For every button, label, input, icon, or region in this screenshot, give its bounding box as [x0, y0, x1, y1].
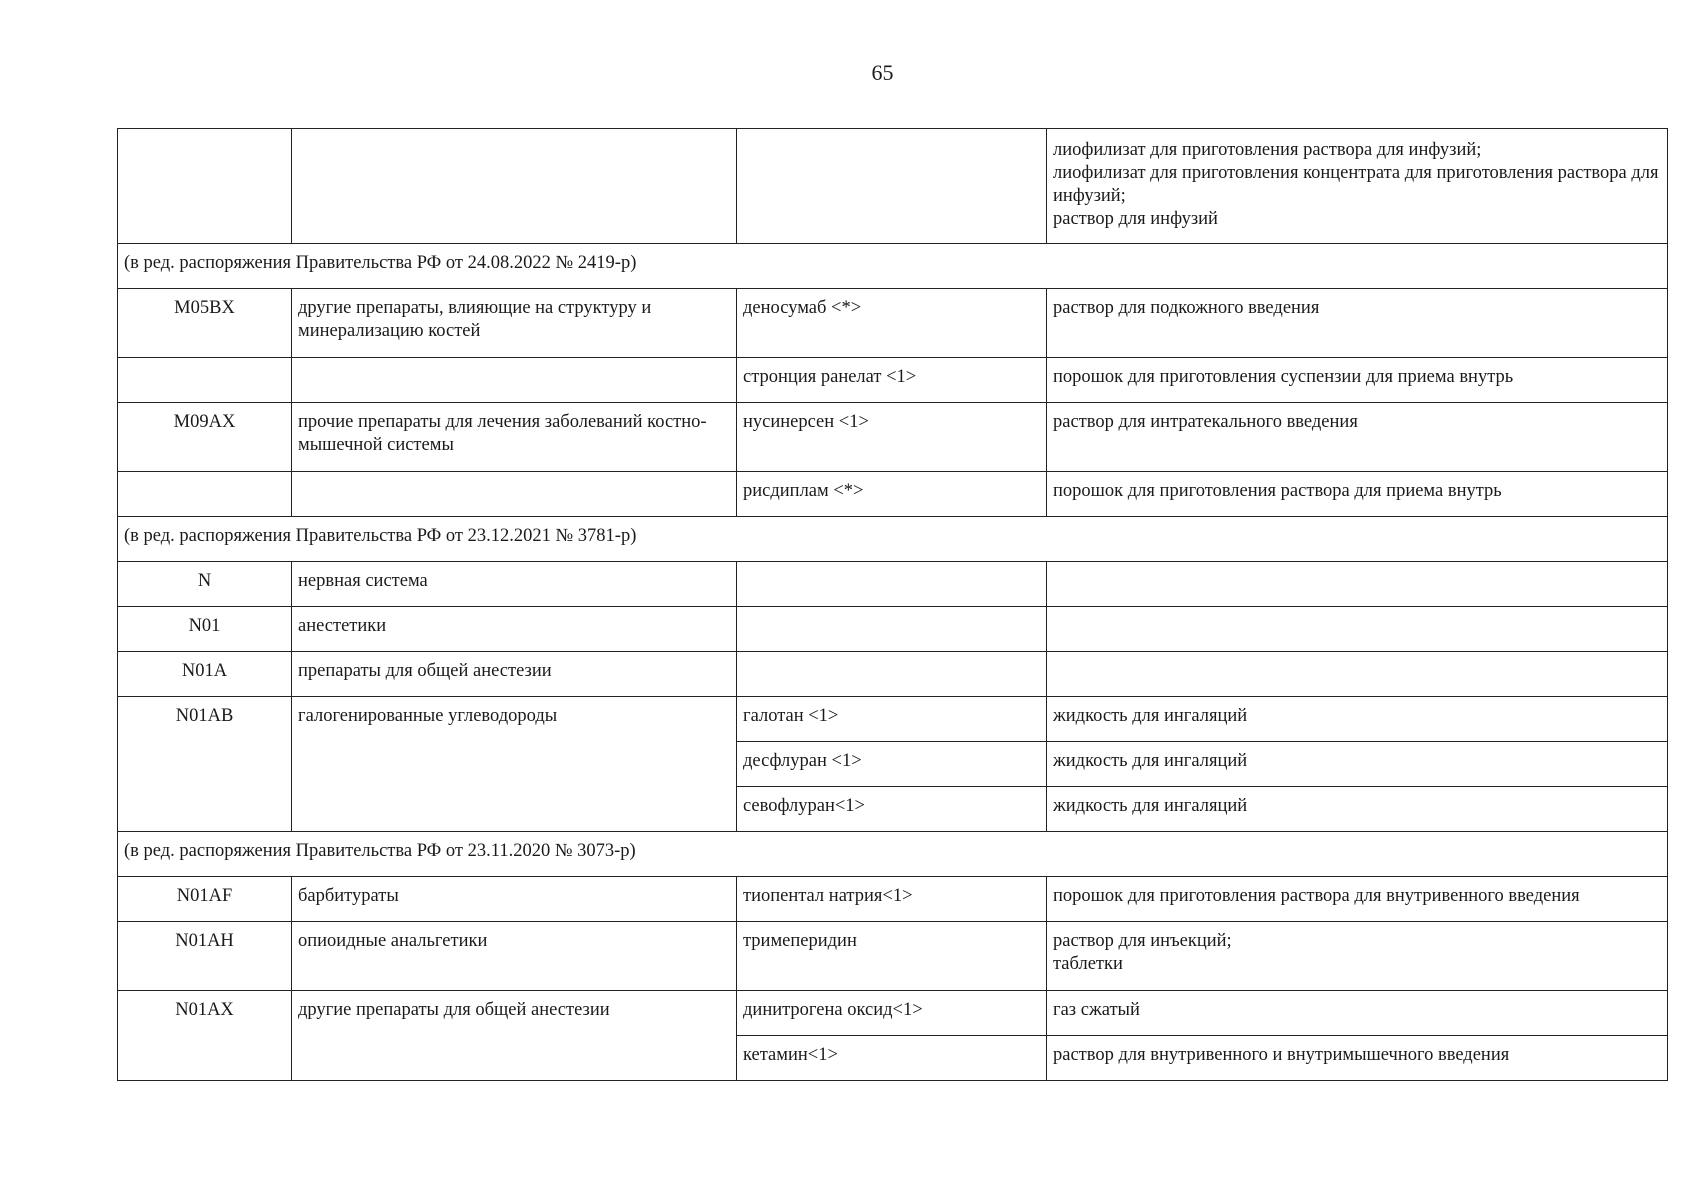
table-row	[118, 877, 1668, 922]
table-row	[118, 472, 1668, 517]
group-cell	[292, 472, 737, 517]
drug-cell: севофлуран<1>	[737, 787, 1047, 832]
drug-cell: кетамин<1>	[737, 1036, 1047, 1081]
drug-cell	[737, 652, 1047, 697]
group-cell: галогенированные углеводороды	[292, 697, 737, 832]
form-line: таблетки	[1053, 954, 1123, 974]
drug-cell: деносумаб <*>	[737, 289, 1047, 358]
edition-note: (в ред. распоряжения Правительства РФ от 23.12.2021 № 3781-р)	[118, 517, 1668, 562]
form-cell: жидкость для ингаляций	[1047, 787, 1668, 832]
drug-table	[117, 128, 1668, 1081]
code-cell: M09AX	[118, 403, 292, 472]
group-cell: опиоидные анальгетики	[292, 922, 737, 991]
drug-cell: рисдиплам <*>	[737, 472, 1047, 517]
table-row	[118, 129, 1668, 244]
drug-cell: галотан <1>	[737, 697, 1047, 742]
drug-cell	[737, 562, 1047, 607]
drug-cell	[737, 607, 1047, 652]
code-cell	[118, 358, 292, 403]
code-cell	[118, 472, 292, 517]
form-cell: жидкость для ингаляций	[1047, 697, 1668, 742]
drug-cell: десфлуран <1>	[737, 742, 1047, 787]
code-cell: N01	[118, 607, 292, 652]
group-cell: препараты для общей анестезии	[292, 652, 737, 697]
code-cell: M05BX	[118, 289, 292, 358]
form-line: лиофилизат для приготовления концентрата для приготовления раствора для инфузий;	[1053, 163, 1659, 206]
page-number: 65	[871, 60, 894, 85]
drug-cell: нусинерсен <1>	[737, 403, 1047, 472]
form-cell	[1047, 129, 1668, 244]
code-cell	[118, 129, 292, 244]
table-row	[118, 358, 1668, 403]
form-cell: порошок для приготовления суспензии для приема внутрь	[1047, 358, 1668, 403]
edition-row	[118, 244, 1668, 289]
code-cell: N01AF	[118, 877, 292, 922]
form-cell	[1047, 922, 1668, 991]
table-row	[118, 403, 1668, 472]
group-cell: прочие препараты для лечения заболеваний костно-мышечной системы	[292, 403, 737, 472]
group-cell	[292, 129, 737, 244]
edition-note: (в ред. распоряжения Правительства РФ от 24.08.2022 № 2419-р)	[118, 244, 1668, 289]
group-cell: барбитураты	[292, 877, 737, 922]
group-cell	[292, 358, 737, 403]
group-cell: другие препараты для общей анестезии	[292, 991, 737, 1081]
table-row	[118, 289, 1668, 358]
drug-cell: тримеперидин	[737, 922, 1047, 991]
group-cell: другие препараты, влияющие на структуру и минерализацию костей	[292, 289, 737, 358]
edition-note: (в ред. распоряжения Правительства РФ от 23.11.2020 № 3073-р)	[118, 832, 1668, 877]
form-cell	[1047, 562, 1668, 607]
edition-row	[118, 832, 1668, 877]
form-cell: порошок для приготовления раствора для приема внутрь	[1047, 472, 1668, 517]
form-line: раствор для инъекций;	[1053, 931, 1232, 951]
form-cell	[1047, 652, 1668, 697]
group-cell: анестетики	[292, 607, 737, 652]
drug-cell: динитрогена оксид<1>	[737, 991, 1047, 1036]
drug-cell	[737, 129, 1047, 244]
code-cell: N01AX	[118, 991, 292, 1081]
table-row	[118, 697, 1668, 742]
form-cell: раствор для подкожного введения	[1047, 289, 1668, 358]
drug-cell: стронция ранелат <1>	[737, 358, 1047, 403]
table-row	[118, 562, 1668, 607]
drug-cell: тиопентал натрия<1>	[737, 877, 1047, 922]
form-cell: раствор для интратекального введения	[1047, 403, 1668, 472]
code-cell: N01AH	[118, 922, 292, 991]
edition-row	[118, 517, 1668, 562]
form-cell	[1047, 607, 1668, 652]
form-cell: жидкость для ингаляций	[1047, 742, 1668, 787]
form-cell: раствор для внутривенного и внутримышечного введения	[1047, 1036, 1668, 1081]
code-cell: N01AB	[118, 697, 292, 832]
table-row	[118, 607, 1668, 652]
code-cell: N01A	[118, 652, 292, 697]
form-cell: порошок для приготовления раствора для внутривенного введения	[1047, 877, 1668, 922]
table-row	[118, 922, 1668, 991]
table-row	[118, 652, 1668, 697]
form-line: лиофилизат для приготовления раствора для инфузий;	[1053, 140, 1482, 160]
group-cell: нервная система	[292, 562, 737, 607]
form-line: раствор для инфузий	[1053, 209, 1218, 229]
table-row	[118, 991, 1668, 1036]
code-cell: N	[118, 562, 292, 607]
form-cell: газ сжатый	[1047, 991, 1668, 1036]
